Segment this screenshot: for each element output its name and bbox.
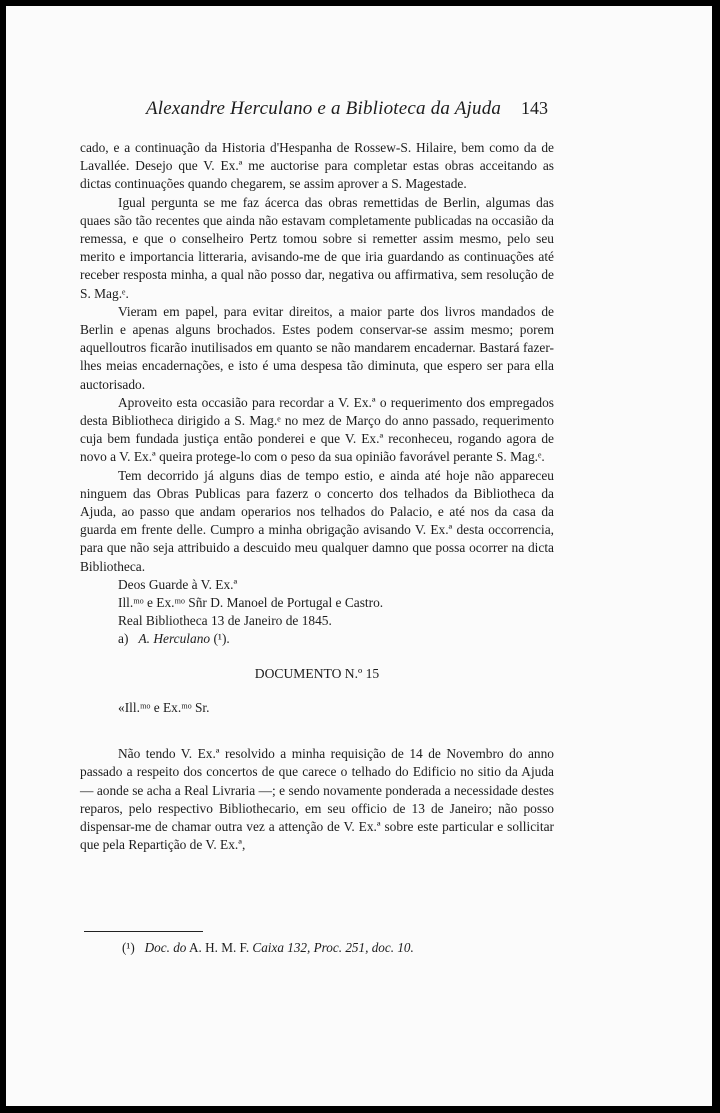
document-page [6,6,712,1106]
paragraph: Tem decorrido já alguns dias de tempo estio, e ainda até hoje não appareceu ninguem das Obras Publicas para fazerz o concerto dos telhados da Bibliotheca da Ajuda, ao passo que andam operarios nos telhados do Palacio, e até nos da casa da guarda em frente delle. Cumpro a minha obrigação avisando V. Ex.ª desta occorrencia, para que não seja attribuido a descuido meu qualquer damno que possa ocorrer na dicta Bibliotheca. [80,467,554,574]
body-text [80,139,554,854]
paragraph: cado, e a continuação da Historia d'Hespanha de Rossew-S. Hilaire, bem como da de Lavallée. Desejo que V. Ex.ª me auctorise para completar estas obras acceitando as dictas continuações quando chegarem, se assim aprover a S. Magestade. [80,140,554,192]
paragraph: Vieram em papel, para evitar direitos, a maior parte dos livros mandados de Berlin e apenas alguns brochados. Estes podem conservar-se assim mesmo; porem aquelloutros ficarão inutilisados em quanto se não mandarem encadernar. Bastará fazer-lhes meias encadernações, e isto é uma despesa tão diminuta, que espero ser para ella auctorisado. [80,303,554,392]
paragraph: Igual pergunta se me faz ácerca das obras remettidas de Berlin, algumas das quaes são tão recentes que ainda não estavam completamente publicadas na occasião da remessa, e que o conselheiro Pertz tomou sobre si remetter assim mesmo, pelo seu merito e importancia litteraria, avisando-me de que iria guardando as continuações até receber resposta minha, a qual não posso dar, negativa ou affirmativa, sem resolução de S. Mag.ᵉ. [80,194,554,301]
closing-date: Real Bibliotheca 13 de Janeiro de 1845. [118,613,332,629]
signature-name: A. Herculano [138,631,211,647]
document-heading: DOCUMENTO N.º 15 [254,665,380,681]
footnote [122,940,414,956]
closing-addressee: Ill.ᵐᵒ e Ex.ᵐᵒ Sñr D. Manoel de Portugal e Castro. [118,595,384,611]
footnote-rule [84,931,203,932]
page-header [6,98,712,126]
signature-prefix: a) [118,631,129,647]
salutation: «Ill.ᵐᵒ e Ex.ᵐᵒ Sr. [118,699,210,715]
footnote-doc: Doc. do [144,940,187,955]
footnote-reference: Caixa 132, Proc. 251, doc. 10. [252,940,414,955]
paragraph: Não tendo V. Ex.ª resolvido a minha requisição de 14 de Novembro do anno passado a respeito dos concertos de que carece o telhado do Edificio no sitio da Ajuda — aonde se acha a Real Livraria —; e sendo novamente ponderada a necessidade destes reparos, pelo respectivo Bibliothecario, em seu officio de 13 de Janeiro; não posso dispensar-me de chamar outra vez a attenção de V. Ex.ª sobre este particular e sollicitar que pela Repartição de V. Ex.ª, [80,746,554,853]
footnote-archive: A. H. M. F. [188,940,250,955]
closing-greeting: Deos Guarde à V. Ex.ª [118,576,238,592]
paragraph: Aproveito esta occasião para recordar a V. Ex.ª o requerimento dos empregados desta Bibliotheca dirigido a S. Mag.ᵉ no mez de Março do anno passado, requerimento cuja bem fundada justiça então ponderei e que V. Ex.ª reconheceu, rogando agora de novo a V. Ex.ª queira protege-lo com o peso da sua opinião favorável perante S. Mag.ᵉ. [80,394,554,465]
signature-note: (¹). [213,631,230,647]
running-title: Alexandre Herculano e a Biblioteca da Ajuda [146,98,502,119]
signature-line [80,630,554,648]
page-number: 143 [521,98,548,118]
footnote-marker: (¹) [122,940,135,955]
